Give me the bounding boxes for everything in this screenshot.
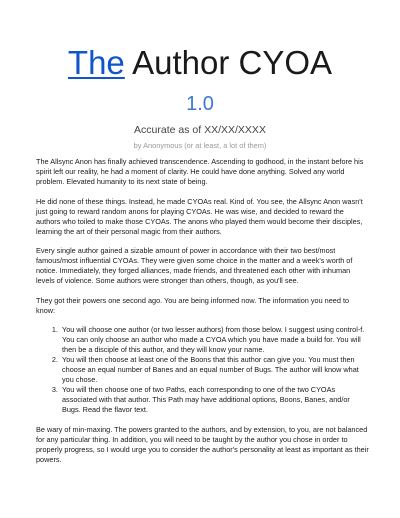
step-item: 2. You will then choose at least one of the Boons that this author can give you. You must then choose an equal number of Banes and an equal number of Bugs. The author will know what you chose. [60, 355, 370, 385]
paragraph-cyoas-real: He did none of these things. Instead, he made CYOAs real. Kind of. You see, the Allsync Anon wasn't just going to reward random anons for playing CYOAs. He was wise, and decided to reward the authors who toiled to make those CYOAs. The anons who played them would become their disciples, learning the art of their personal magic from their authors. [36, 196, 363, 236]
step-item: 1. You will choose one author (or two lesser authors) from those below. I suggest using control-f. You can only choose an author who made a CYOA which you have made a build for. You will then be a disciple of this author, and they will know your name. [60, 325, 370, 355]
accurate-date: Accurate as of XX/XX/XXXX [134, 124, 266, 136]
page-title [0, 44, 400, 82]
document-body [36, 157, 370, 474]
paragraph-information: They got their powers one second ago. You are being informed now. The information you need to know: [36, 295, 350, 315]
version-number: 1.0 [186, 93, 214, 115]
paragraph-warning: Be wary of min-maxing. The powers granted to the authors, and by extension, to you, are not balanced for any particular thing. In addition, you will need to be taught by the author you chose in order to properly progress, so I would urge you to consider the author's personality at least as important as their powers. [36, 424, 369, 464]
title-rest: Author CYOA [124, 44, 333, 81]
paragraph-authors-power: Every single author gained a sizable amount of power in accordance with their two best/most famous/most influential CYOAs. They were given some choice in the matter and a week's worth of notice. Immediately, they forged alliances, made friends, and threatened each other with inhuman levels of violence. Some authors were stronger than others, though, as you'll see. [36, 246, 353, 285]
byline: by Anonymous (or at least, a lot of them) [133, 141, 267, 150]
title-link[interactable]: The [67, 44, 125, 81]
paragraph-intro: The Allsync Anon has finally achieved transcendence. Ascending to godhood, in the instant before his spirit left our reality, he had a moment of clarity. He could have done anything. Solved any world problem. Elevated humanity to its next state of being. [36, 157, 364, 186]
steps-list [36, 325, 370, 415]
step-item: 3. You will then choose one of two Paths, each corresponding to one of the two CYOAs associated with that author. This Path may have additional options, Boons, Banes, and/or Bugs. Read the flavor text. [60, 385, 370, 415]
